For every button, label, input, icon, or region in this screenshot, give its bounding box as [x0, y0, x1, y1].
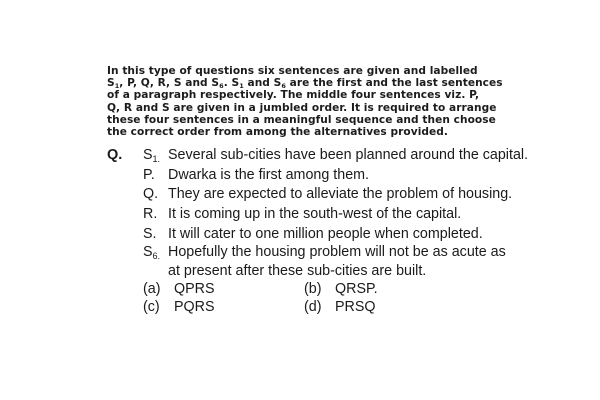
- instructions-text: are the first and the last sentences: [285, 77, 503, 90]
- sentence-text: at present after these sub-cities are built.: [168, 263, 427, 279]
- instructions-line: these four sentences in a meaningful sequence and then choose: [107, 113, 496, 126]
- question-label: Q.: [107, 147, 123, 163]
- sentence-r: [143, 206, 461, 222]
- sentence-text: It will cater to one million people when completed.: [168, 226, 483, 242]
- subscript: 6.: [152, 251, 161, 261]
- sentence-text: It is coming up in the south-west of the capital.: [168, 206, 462, 222]
- option-c[interactable]: [143, 299, 215, 315]
- sentence-tag: R.: [143, 206, 158, 222]
- sentence-q: [143, 186, 512, 202]
- option-text: PRSQ: [335, 299, 376, 315]
- sentence-s6-continued: [143, 263, 426, 279]
- sentence-text: Several sub-cities have been planned around the capital.: [168, 147, 529, 163]
- sentence-text: Dwarka is the first among them.: [168, 167, 370, 183]
- sentence-tag: P.: [143, 167, 155, 183]
- option-d[interactable]: [304, 299, 376, 315]
- sentence-text: Hopefully the housing problem will not be as acute as: [168, 244, 506, 260]
- instructions-line: In this type of questions six sentences are given and labelled: [107, 65, 478, 77]
- option-label: (c): [143, 299, 160, 315]
- option-a[interactable]: [143, 281, 215, 297]
- subscript: 6: [219, 82, 224, 91]
- subscript: 1: [114, 82, 120, 91]
- subscript: 6: [281, 82, 286, 91]
- sentence-tag: Q.: [143, 186, 159, 202]
- instructions-text: and S: [243, 77, 282, 90]
- sentence-text: They are expected to alleviate the problem of housing.: [168, 186, 513, 202]
- instructions-paragraph: [107, 65, 507, 138]
- option-label: (d): [304, 299, 322, 315]
- sentence-s1: [143, 147, 528, 163]
- instructions-text: S: [107, 77, 115, 90]
- option-label: (a): [143, 281, 161, 297]
- instructions-text: . S: [223, 77, 240, 90]
- option-text: QRSP.: [335, 281, 378, 297]
- sentence-s6: [143, 244, 506, 260]
- sentence-s: [143, 226, 483, 242]
- instructions-line: the correct order from among the alternatives provided.: [107, 126, 448, 139]
- option-text: QPRS: [174, 281, 215, 297]
- instructions-line: Q, R and S are given in a jumbled order. It is required to arrange: [107, 101, 497, 114]
- sentence-tag: $S_{1.}$: [143, 147, 161, 164]
- subscript: 1: [239, 82, 244, 91]
- instructions-text: , P, Q, R, S and S: [119, 77, 220, 90]
- sentence-p: [143, 167, 369, 183]
- subscript: 1.: [152, 154, 161, 164]
- option-b[interactable]: [304, 281, 378, 297]
- option-text: PQRS: [174, 299, 215, 315]
- instructions-line: of a paragraph respectively. The middle four sentences viz. P,: [107, 89, 480, 102]
- sentence-tag: S.: [143, 226, 157, 242]
- option-label: (b): [304, 281, 322, 297]
- instructions-line: [107, 77, 507, 89]
- sentence-tag: $S_{6.}$: [143, 244, 161, 261]
